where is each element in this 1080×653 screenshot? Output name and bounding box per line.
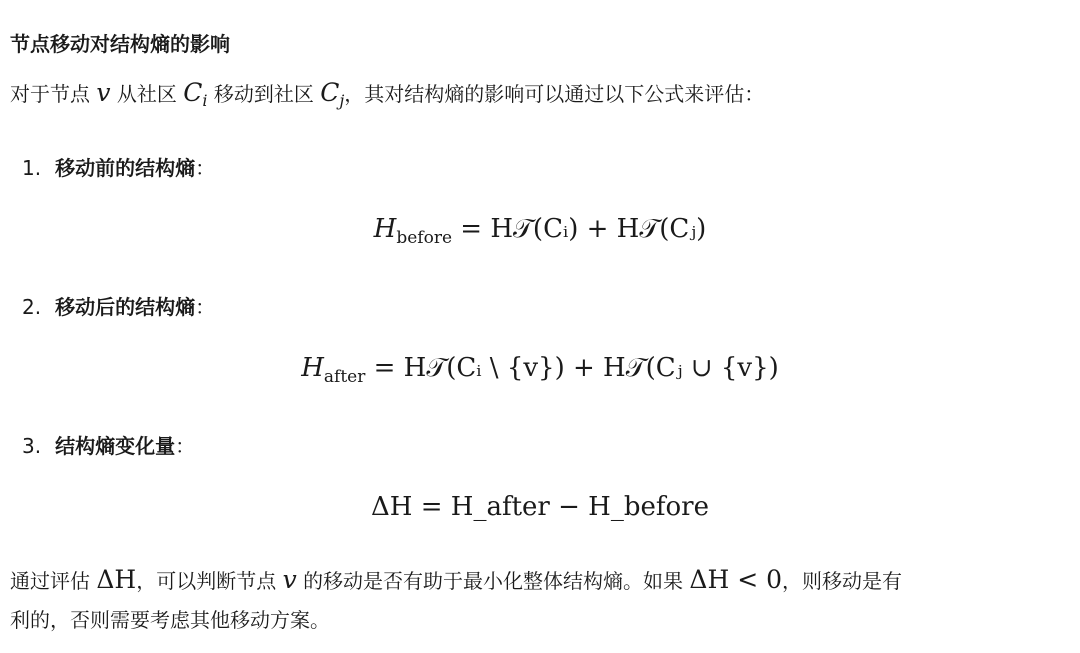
conclusion-text-2: ，可以判断节点 [136, 569, 277, 593]
step-1 [22, 152, 215, 181]
conclusion-text-1: 通过评估 [10, 569, 90, 593]
delta-h-condition: ΔH < 0 [689, 565, 783, 594]
step-colon: ： [195, 156, 216, 180]
intro-text-post: ，其对结构熵的影响可以通过以下公式来评估： [344, 82, 765, 106]
intro-text-from: 从社区 [116, 82, 177, 106]
eq-lhs-subscript: before [396, 228, 453, 248]
eq-lhs: H [373, 214, 397, 244]
node-symbol: v [282, 565, 297, 594]
conclusion-line-2: 利的，否则需要考虑其他移动方案。 [10, 608, 330, 632]
step-number: 1. [22, 156, 42, 180]
conclusion-text-4: ，则移动是有 [782, 569, 903, 593]
eq-rhs: = H𝒯(Cᵢ \ {v}) + H𝒯(Cⱼ ∪ {v}) [373, 353, 779, 383]
eq-lhs: ΔH [371, 492, 413, 522]
equation-after [0, 353, 1080, 387]
equation-delta [0, 492, 1080, 522]
community-ci-symbol: C [183, 78, 203, 107]
step-number: 2. [22, 295, 42, 319]
intro-text-move: 移动到社区 [213, 82, 314, 106]
step-colon: ： [175, 434, 196, 458]
community-cj-subscript: j [339, 91, 345, 110]
eq-lhs-subscript: after [323, 367, 366, 387]
eq-rhs: = H_after − H_before [420, 492, 709, 522]
delta-h-symbol: ΔH [96, 565, 137, 594]
step-label: 移动前的结构熵 [55, 156, 196, 180]
step-colon: ： [195, 295, 216, 319]
eq-lhs: H [301, 353, 324, 383]
node-symbol: v [96, 78, 111, 107]
step-2 [22, 291, 215, 320]
conclusion-line-1 [10, 565, 902, 596]
equation-before [0, 214, 1080, 248]
step-label: 结构熵变化量 [55, 434, 176, 458]
community-ci-subscript: i [202, 91, 208, 110]
intro-text-pre: 对于节点 [10, 82, 90, 106]
step-3 [22, 430, 195, 459]
eq-rhs: = H𝒯(Cᵢ) + H𝒯(Cⱼ) [460, 214, 707, 244]
conclusion-text-3: 的移动是否有助于最小化整体结构熵。如果 [303, 569, 684, 593]
step-number: 3. [22, 434, 42, 458]
intro-paragraph [10, 78, 764, 116]
step-label: 移动后的结构熵 [55, 295, 196, 319]
community-cj-symbol: C [320, 78, 340, 107]
section-heading: 节点移动对结构熵的影响 [10, 32, 230, 56]
